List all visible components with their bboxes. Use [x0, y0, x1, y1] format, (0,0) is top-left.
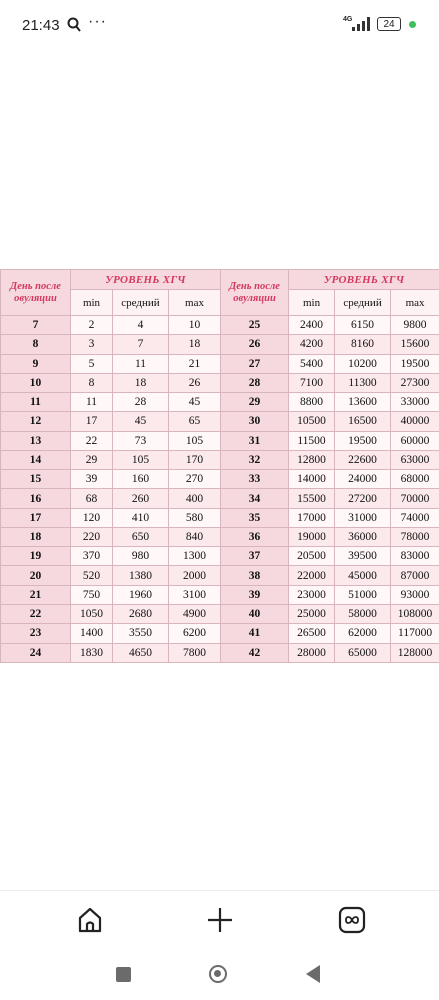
loop-icon[interactable]	[337, 905, 367, 935]
cell-max-right: 19500	[391, 354, 439, 373]
cell-max-left: 7800	[169, 643, 221, 662]
cell-max-right: 33000	[391, 393, 439, 412]
cell-avg-right: 24000	[335, 470, 391, 489]
more-icon: ···	[88, 13, 107, 30]
cell-day-right: 37	[221, 547, 289, 566]
cell-max-left: 4900	[169, 604, 221, 623]
cell-max-right: 78000	[391, 527, 439, 546]
cell-avg-right: 58000	[335, 604, 391, 623]
cell-day-right: 39	[221, 585, 289, 604]
cell-day-right: 25	[221, 316, 289, 335]
cell-max-left: 170	[169, 450, 221, 469]
table-row	[1, 489, 439, 508]
table-row	[1, 316, 439, 335]
cell-avg-right: 51000	[335, 585, 391, 604]
cell-min-right: 4200	[289, 335, 335, 354]
cell-day-left: 8	[1, 335, 71, 354]
cell-avg-left: 28	[113, 393, 169, 412]
cell-max-left: 6200	[169, 624, 221, 643]
cell-min-left: 1830	[71, 643, 113, 662]
cell-min-right: 12800	[289, 450, 335, 469]
cell-max-right: 40000	[391, 412, 439, 431]
cell-day-left: 19	[1, 547, 71, 566]
table-row	[1, 643, 439, 662]
cell-day-left: 17	[1, 508, 71, 527]
cell-max-left: 45	[169, 393, 221, 412]
cell-min-right: 20500	[289, 547, 335, 566]
cell-max-right: 27300	[391, 373, 439, 392]
cell-day-right: 30	[221, 412, 289, 431]
cell-avg-left: 7	[113, 335, 169, 354]
cell-day-left: 15	[1, 470, 71, 489]
cell-max-right: 87000	[391, 566, 439, 585]
cell-day-right: 28	[221, 373, 289, 392]
cell-min-right: 10500	[289, 412, 335, 431]
cell-min-left: 3	[71, 335, 113, 354]
cell-min-left: 120	[71, 508, 113, 527]
cell-min-left: 520	[71, 566, 113, 585]
cell-avg-right: 10200	[335, 354, 391, 373]
battery-icon: 24	[377, 17, 401, 31]
cell-min-right: 5400	[289, 354, 335, 373]
cell-avg-left: 980	[113, 547, 169, 566]
cell-day-right: 32	[221, 450, 289, 469]
cell-min-right: 19000	[289, 527, 335, 546]
header-level-left: УРОВЕНЬ ХГЧ	[71, 270, 221, 290]
cell-min-right: 2400	[289, 316, 335, 335]
cell-day-left: 24	[1, 643, 71, 662]
cell-day-left: 20	[1, 566, 71, 585]
table-row	[1, 604, 439, 623]
cell-min-left: 22	[71, 431, 113, 450]
cell-max-left: 2000	[169, 566, 221, 585]
back-icon[interactable]	[306, 965, 320, 983]
cell-day-right: 42	[221, 643, 289, 662]
cell-avg-right: 6150	[335, 316, 391, 335]
cell-day-right: 34	[221, 489, 289, 508]
cell-max-right: 117000	[391, 624, 439, 643]
cell-min-right: 25000	[289, 604, 335, 623]
table-row	[1, 527, 439, 546]
cell-min-left: 17	[71, 412, 113, 431]
cell-day-left: 10	[1, 373, 71, 392]
cell-max-right: 93000	[391, 585, 439, 604]
cell-avg-right: 65000	[335, 643, 391, 662]
header-max-right: max	[391, 290, 439, 316]
cell-avg-left: 4650	[113, 643, 169, 662]
table-row	[1, 393, 439, 412]
table-row	[1, 450, 439, 469]
cell-day-left: 9	[1, 354, 71, 373]
cell-min-right: 11500	[289, 431, 335, 450]
cell-min-left: 29	[71, 450, 113, 469]
cell-avg-right: 45000	[335, 566, 391, 585]
cell-max-right: 68000	[391, 470, 439, 489]
cell-avg-right: 13600	[335, 393, 391, 412]
cell-max-left: 1300	[169, 547, 221, 566]
cell-min-left: 750	[71, 585, 113, 604]
cell-avg-left: 11	[113, 354, 169, 373]
cell-avg-left: 2680	[113, 604, 169, 623]
cell-avg-left: 4	[113, 316, 169, 335]
notification-dot-icon	[409, 21, 416, 28]
table-row	[1, 470, 439, 489]
cell-day-left: 12	[1, 412, 71, 431]
cell-max-left: 580	[169, 508, 221, 527]
cell-day-right: 26	[221, 335, 289, 354]
header-avg-left: средний	[113, 290, 169, 316]
cell-min-right: 17000	[289, 508, 335, 527]
table-body	[1, 316, 439, 663]
table-row	[1, 373, 439, 392]
status-time: 21:43	[22, 17, 60, 34]
bottom-nav	[0, 890, 439, 951]
cell-avg-right: 62000	[335, 624, 391, 643]
table-row	[1, 431, 439, 450]
cell-day-right: 40	[221, 604, 289, 623]
header-min-left: min	[71, 290, 113, 316]
cell-max-left: 270	[169, 470, 221, 489]
cell-min-left: 2	[71, 316, 113, 335]
cell-avg-left: 105	[113, 450, 169, 469]
cell-avg-left: 650	[113, 527, 169, 546]
cell-max-right: 108000	[391, 604, 439, 623]
cell-min-left: 68	[71, 489, 113, 508]
header-day-right: День после овуляции	[221, 270, 289, 316]
cell-max-left: 10	[169, 316, 221, 335]
cell-max-left: 26	[169, 373, 221, 392]
system-home-icon[interactable]	[209, 965, 227, 983]
cell-avg-left: 1380	[113, 566, 169, 585]
cell-min-right: 7100	[289, 373, 335, 392]
hcg-table	[0, 269, 439, 663]
cell-min-left: 370	[71, 547, 113, 566]
cell-min-left: 1400	[71, 624, 113, 643]
add-icon[interactable]	[205, 905, 235, 935]
cell-avg-left: 410	[113, 508, 169, 527]
cell-avg-right: 39500	[335, 547, 391, 566]
cell-avg-right: 19500	[335, 431, 391, 450]
header-day-left: День после овуляции	[1, 270, 71, 316]
cell-max-left: 105	[169, 431, 221, 450]
header-min-right: min	[289, 290, 335, 316]
cell-max-right: 63000	[391, 450, 439, 469]
cell-day-left: 21	[1, 585, 71, 604]
cell-avg-left: 18	[113, 373, 169, 392]
cell-day-left: 7	[1, 316, 71, 335]
cell-max-right: 128000	[391, 643, 439, 662]
cell-max-right: 15600	[391, 335, 439, 354]
home-icon[interactable]	[75, 905, 105, 935]
signal-icon	[352, 17, 372, 36]
cell-max-left: 18	[169, 335, 221, 354]
cell-max-right: 9800	[391, 316, 439, 335]
cell-min-right: 23000	[289, 585, 335, 604]
cell-max-left: 21	[169, 354, 221, 373]
header-level-right: УРОВЕНЬ ХГЧ	[289, 270, 439, 290]
header-max-left: max	[169, 290, 221, 316]
cell-avg-left: 45	[113, 412, 169, 431]
cell-min-right: 15500	[289, 489, 335, 508]
cell-avg-right: 27200	[335, 489, 391, 508]
cell-day-left: 16	[1, 489, 71, 508]
cell-min-right: 26500	[289, 624, 335, 643]
cell-avg-left: 1960	[113, 585, 169, 604]
cell-max-right: 83000	[391, 547, 439, 566]
cell-day-right: 41	[221, 624, 289, 643]
cell-day-right: 29	[221, 393, 289, 412]
cell-min-left: 8	[71, 373, 113, 392]
cell-min-left: 39	[71, 470, 113, 489]
cell-avg-left: 160	[113, 470, 169, 489]
cell-day-right: 38	[221, 566, 289, 585]
cell-day-left: 13	[1, 431, 71, 450]
cell-day-left: 14	[1, 450, 71, 469]
table-row	[1, 508, 439, 527]
cell-avg-left: 73	[113, 431, 169, 450]
cell-min-right: 22000	[289, 566, 335, 585]
cell-day-left: 22	[1, 604, 71, 623]
cell-day-right: 36	[221, 527, 289, 546]
cell-day-right: 35	[221, 508, 289, 527]
table-row	[1, 566, 439, 585]
cell-avg-right: 8160	[335, 335, 391, 354]
table-row	[1, 624, 439, 643]
cell-min-right: 28000	[289, 643, 335, 662]
cell-avg-right: 11300	[335, 373, 391, 392]
recent-apps-icon[interactable]	[116, 967, 131, 982]
cell-max-left: 840	[169, 527, 221, 546]
cell-min-left: 5	[71, 354, 113, 373]
cell-avg-left: 260	[113, 489, 169, 508]
cell-avg-left: 3550	[113, 624, 169, 643]
cell-min-right: 8800	[289, 393, 335, 412]
cell-avg-right: 36000	[335, 527, 391, 546]
cell-avg-right: 31000	[335, 508, 391, 527]
cell-min-left: 220	[71, 527, 113, 546]
cell-max-left: 3100	[169, 585, 221, 604]
cell-day-right: 27	[221, 354, 289, 373]
cell-max-left: 400	[169, 489, 221, 508]
cell-day-left: 23	[1, 624, 71, 643]
cell-avg-right: 16500	[335, 412, 391, 431]
search-icon	[67, 17, 81, 33]
cell-min-left: 1050	[71, 604, 113, 623]
cell-min-right: 14000	[289, 470, 335, 489]
cell-max-right: 70000	[391, 489, 439, 508]
cell-avg-right: 22600	[335, 450, 391, 469]
cell-max-right: 60000	[391, 431, 439, 450]
system-nav	[0, 955, 439, 995]
table-row	[1, 412, 439, 431]
cell-day-right: 31	[221, 431, 289, 450]
cell-min-left: 11	[71, 393, 113, 412]
table-row	[1, 354, 439, 373]
status-bar	[0, 0, 439, 52]
table-row	[1, 585, 439, 604]
table-row	[1, 547, 439, 566]
table-row	[1, 335, 439, 354]
network-type: 4G	[343, 16, 353, 23]
cell-day-left: 11	[1, 393, 71, 412]
cell-max-left: 65	[169, 412, 221, 431]
cell-max-right: 74000	[391, 508, 439, 527]
cell-day-right: 33	[221, 470, 289, 489]
cell-day-left: 18	[1, 527, 71, 546]
header-avg-right: средний	[335, 290, 391, 316]
